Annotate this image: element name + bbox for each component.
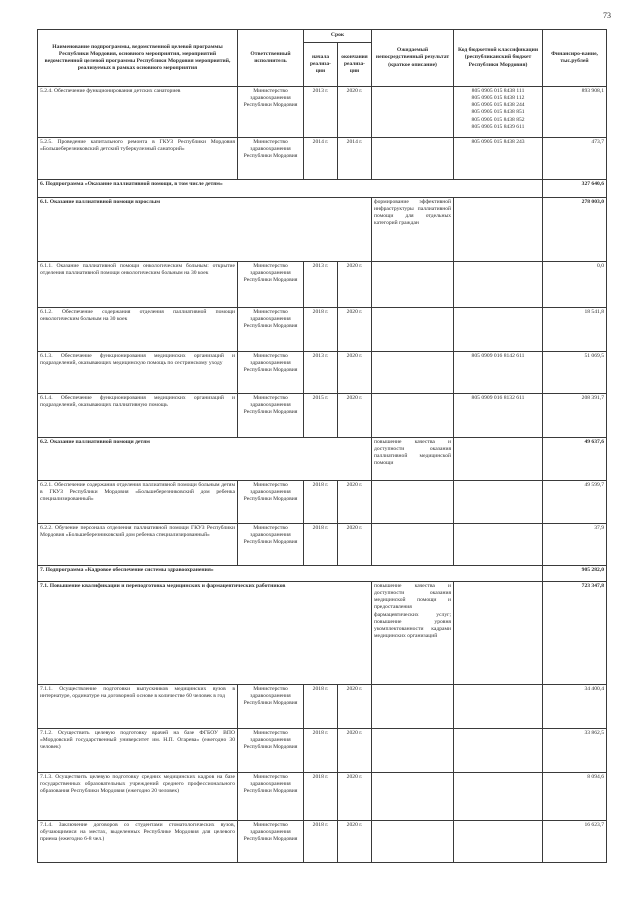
finance-value: 33 862,5 bbox=[543, 729, 607, 773]
measure-name: 5.2.5. Проведение капитального ремонта в ГКУЗ Республики Мордовия «Большеберезниковский детский туберкулезный санаторий» bbox=[38, 138, 238, 180]
measure-name: 7.1.3. Осуществить целевую подготовку средних медицинских кадров на базе государственных образовательных учреждений среднего профессионального образования Республики Мордовия (ежегодно 20 человек) bbox=[38, 773, 238, 821]
group-title: 6.2. Оказание паллиативной помощи детям bbox=[38, 438, 372, 481]
table-row bbox=[38, 524, 607, 566]
finance-value: 51 069,5 bbox=[543, 352, 607, 394]
start-year: 2015 г. bbox=[304, 394, 338, 438]
budget-code-line: 805 0905 015 8438 243 bbox=[471, 139, 525, 145]
executor: Министерство здравоохранения Республики Мордовия bbox=[238, 87, 304, 138]
budget-code bbox=[454, 773, 543, 821]
measure-name: 7.1.1. Осуществление подготовки выпускников медицинских вузов в интернатуре, ординатуре на договорной основе в количестве 60 человек в год bbox=[38, 685, 238, 729]
executor: Министерство здравоохранения Республики Мордовия bbox=[238, 138, 304, 180]
finance-value: 278 003,0 bbox=[543, 198, 607, 262]
finance-value: 327 640,6 bbox=[543, 180, 607, 198]
finance-value: 37,9 bbox=[543, 524, 607, 566]
header-result: Ожидаемый непосредственный результат (краткое описание) bbox=[372, 30, 454, 87]
budget-code-line: 805 0905 015 8438 244 bbox=[471, 102, 525, 109]
budget-code bbox=[454, 582, 543, 685]
start-year: 2018 г. bbox=[304, 821, 338, 863]
program-table bbox=[37, 29, 607, 863]
table-row bbox=[38, 180, 607, 198]
finance-value: 16 623,7 bbox=[543, 821, 607, 863]
expected-result bbox=[372, 394, 454, 438]
table-row bbox=[38, 821, 607, 863]
table-row bbox=[38, 262, 607, 308]
section-title: 7. Подпрограмма «Кадровое обеспечение системы здравоохранения» bbox=[38, 566, 543, 582]
budget-code bbox=[454, 821, 543, 863]
start-year: 2018 г. bbox=[304, 729, 338, 773]
table-row bbox=[38, 308, 607, 352]
executor: Министерство здравоохранения Республики Мордовия bbox=[238, 481, 304, 524]
measure-name: 6.1.3. Обеспечение функционирования медицинских организаций и подразделений, оказывающих медицинскую помощь по сестринскому уходу bbox=[38, 352, 238, 394]
section-title: 6. Подпрограмма «Оказание паллиативной помощи, в том числе детям» bbox=[38, 180, 543, 198]
budget-code-line: 805 0905 015 8438 112 bbox=[471, 95, 525, 102]
table-row bbox=[38, 394, 607, 438]
measure-name: 5.2.4. Обеспечение функционирования детских санаториев bbox=[38, 87, 238, 138]
table-row bbox=[38, 481, 607, 524]
finance-value: 208 391,7 bbox=[543, 394, 607, 438]
finance-value: 905 282,0 bbox=[543, 566, 607, 582]
end-year: 2020 г. bbox=[338, 394, 372, 438]
finance-value: 34 400,4 bbox=[543, 685, 607, 729]
budget-code-line: 805 0905 015 8439 611 bbox=[471, 123, 525, 130]
end-year: 2020 г. bbox=[338, 352, 372, 394]
budget-code bbox=[454, 438, 543, 481]
measure-name: 6.1.4. Обеспечение функционирования медицинских организаций и подразделений, оказывающих паллиативную помощь bbox=[38, 394, 238, 438]
header-finance: Финансиро-вание, тыс.рублей bbox=[543, 30, 607, 87]
end-year: 2020 г. bbox=[338, 308, 372, 352]
expected-result bbox=[372, 138, 454, 180]
budget-code bbox=[454, 87, 543, 138]
expected-result: повышение качества и доступности оказания паллиативной медицинской помощи bbox=[372, 438, 454, 481]
finance-value: 723 347,8 bbox=[543, 582, 607, 685]
budget-code bbox=[454, 352, 543, 394]
table-row bbox=[38, 87, 607, 138]
executor: Министерство здравоохранения Республики Мордовия bbox=[238, 773, 304, 821]
expected-result bbox=[372, 685, 454, 729]
header-start: начала реализа-ции bbox=[304, 43, 338, 87]
budget-code bbox=[454, 308, 543, 352]
expected-result bbox=[372, 821, 454, 863]
budget-code-line: 805 0905 015 8438 852 bbox=[471, 116, 525, 123]
end-year: 2020 г. bbox=[338, 773, 372, 821]
end-year: 2020 г. bbox=[338, 729, 372, 773]
start-year: 2013 г. bbox=[304, 87, 338, 138]
expected-result bbox=[372, 262, 454, 308]
header-name: Наименование подпрограммы, ведомственной целевой программы Республики Мордовия, основного мероприятия, мероприятий ведомственной целевой программы Республики Мордовия мероприятий, реализуемых в рамках основного мероприятия bbox=[38, 30, 238, 87]
finance-value: 49 637,6 bbox=[543, 438, 607, 481]
budget-code bbox=[454, 394, 543, 438]
executor: Министерство здравоохранения Республики Мордовия bbox=[238, 685, 304, 729]
expected-result: повышение качества и доступности оказания медицинской помощи и предоставления фармацевтических услуг; повышение уровня укомплектованности кадрами медицинских организаций bbox=[372, 582, 454, 685]
table-row bbox=[38, 566, 607, 582]
table-row bbox=[38, 438, 607, 481]
end-year: 2020 г. bbox=[338, 524, 372, 566]
budget-code-line: 805 0909 016 8142 611 bbox=[471, 353, 525, 359]
measure-name: 7.1.4. Заключение договоров со студентами стоматологических вузов, обучающимися на местах, выделенных Республике Мордовия для целевого приема (ежегодно 6-8 чел.) bbox=[38, 821, 238, 863]
finance-value: 893 908,1 bbox=[543, 87, 607, 138]
group-title: 6.1. Оказание паллиативной помощи взрослым bbox=[38, 198, 372, 262]
expected-result: формирование эффективной инфраструктуры паллиативной помощи для отдельных категорий граждан bbox=[372, 198, 454, 262]
executor: Министерство здравоохранения Республики Мордовия bbox=[238, 729, 304, 773]
measure-name: 6.2.2. Обучение персонала отделения паллиативной помощи ГКУЗ Республики Мордовия «Большеберезниковский дом ребенка специализированный» bbox=[38, 524, 238, 566]
budget-code-line: 805 0905 015 8438 111 bbox=[471, 88, 525, 94]
end-year: 2014 г. bbox=[338, 138, 372, 180]
start-year: 2013 г. bbox=[304, 352, 338, 394]
header-term: Срок bbox=[304, 30, 372, 43]
expected-result bbox=[372, 481, 454, 524]
table-row bbox=[38, 138, 607, 180]
header-executor: Ответственный исполнитель bbox=[238, 30, 304, 87]
executor: Министерство здравоохранения Республики Мордовия bbox=[238, 394, 304, 438]
expected-result bbox=[372, 729, 454, 773]
end-year: 2020 г. bbox=[338, 685, 372, 729]
budget-code-line: 805 0909 016 8132 611 bbox=[471, 395, 525, 401]
expected-result bbox=[372, 524, 454, 566]
measure-name: 6.2.1. Обеспечение содержания отделения паллиативной помощи больным детям в ГКУЗ Республики Мордовия «Большеберезниковский дом ребенка специализированный» bbox=[38, 481, 238, 524]
measure-name: 7.1.2. Осуществить целевую подготовку врачей на базе ФГБОУ ВПО «Мордовский государственный университет им. Н.П. Огарева» (ежегодно 30 человек) bbox=[38, 729, 238, 773]
finance-value: 8 094,6 bbox=[543, 773, 607, 821]
end-year: 2020 г. bbox=[338, 87, 372, 138]
expected-result bbox=[372, 308, 454, 352]
executor: Министерство здравоохранения Республики Мордовия bbox=[238, 352, 304, 394]
start-year: 2018 г. bbox=[304, 308, 338, 352]
start-year: 2018 г. bbox=[304, 481, 338, 524]
header-code: Код бюджетной классификации (республиканский бюджет Республики Мордовия) bbox=[454, 30, 543, 87]
budget-code bbox=[454, 262, 543, 308]
end-year: 2020 г. bbox=[338, 481, 372, 524]
table-row bbox=[38, 352, 607, 394]
finance-value: 18 541,8 bbox=[543, 308, 607, 352]
executor: Министерство здравоохранения Республики Мордовия bbox=[238, 308, 304, 352]
table-row bbox=[38, 582, 607, 685]
start-year: 2018 г. bbox=[304, 773, 338, 821]
finance-value: 49 599,7 bbox=[543, 481, 607, 524]
table-row bbox=[38, 685, 607, 729]
budget-code bbox=[454, 524, 543, 566]
group-title: 7.1. Повышение квалификации и переподготовка медицинских и фармацевтических работников bbox=[38, 582, 372, 685]
end-year: 2020 г. bbox=[338, 821, 372, 863]
finance-value: 473,7 bbox=[543, 138, 607, 180]
end-year: 2020 г. bbox=[338, 262, 372, 308]
executor: Министерство здравоохранения Республики Мордовия bbox=[238, 821, 304, 863]
budget-code bbox=[454, 729, 543, 773]
budget-code bbox=[454, 138, 543, 180]
budget-code-line: 805 0905 015 8438 851 bbox=[471, 109, 525, 116]
table-row bbox=[38, 198, 607, 262]
expected-result bbox=[372, 87, 454, 138]
executor: Министерство здравоохранения Республики Мордовия bbox=[238, 262, 304, 308]
measure-name: 6.1.2. Обеспечение содержания отделения паллиативной помощи онкологическим больным на 30 коек bbox=[38, 308, 238, 352]
start-year: 2013 г. bbox=[304, 262, 338, 308]
table-body bbox=[38, 87, 607, 863]
budget-code bbox=[454, 481, 543, 524]
start-year: 2018 г. bbox=[304, 685, 338, 729]
page-number: 73 bbox=[603, 11, 611, 20]
table-row bbox=[38, 773, 607, 821]
start-year: 2018 г. bbox=[304, 524, 338, 566]
expected-result bbox=[372, 773, 454, 821]
measure-name: 6.1.1. Оказание паллиативной помощи онкологическим больным: открытие отделения паллиативной помощи онкологическим больным на 30 коек bbox=[38, 262, 238, 308]
budget-code bbox=[454, 198, 543, 262]
budget-code bbox=[454, 685, 543, 729]
executor: Министерство здравоохранения Республики Мордовия bbox=[238, 524, 304, 566]
expected-result bbox=[372, 352, 454, 394]
start-year: 2014 г. bbox=[304, 138, 338, 180]
header-end: окончания реализа-ции bbox=[338, 43, 372, 87]
finance-value: 0,0 bbox=[543, 262, 607, 308]
table-row bbox=[38, 729, 607, 773]
